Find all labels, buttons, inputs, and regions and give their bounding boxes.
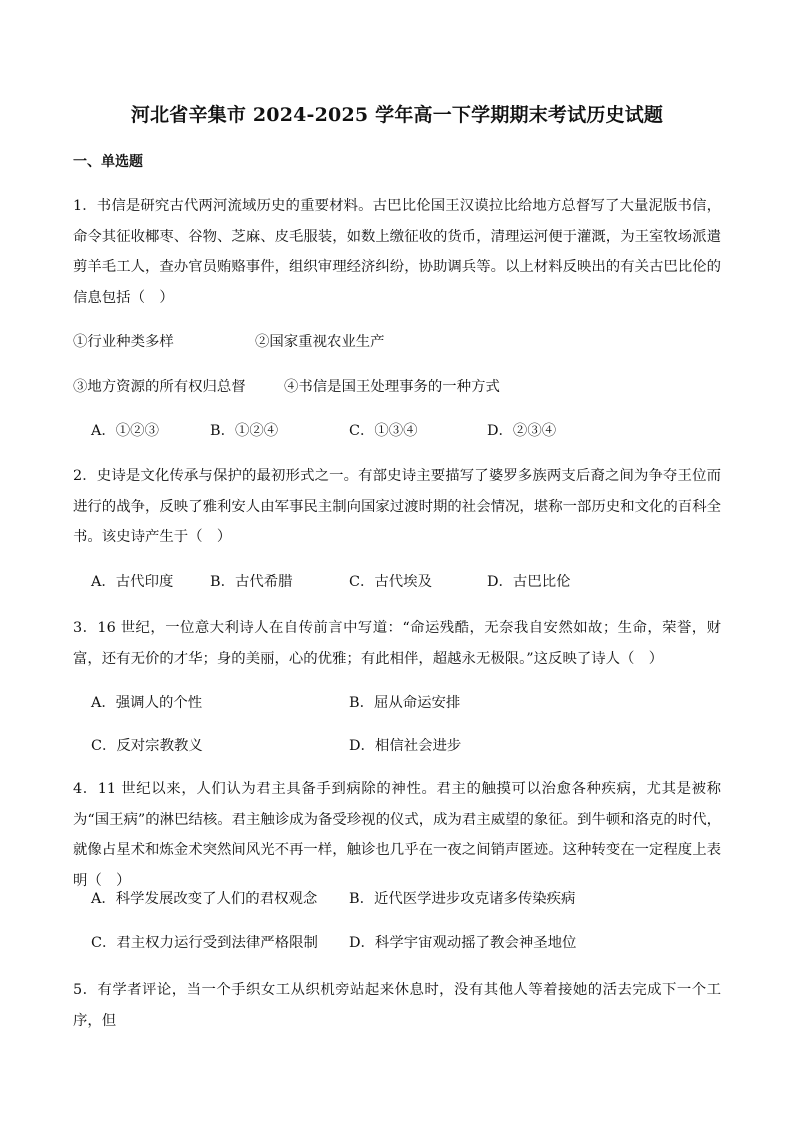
question-3-option-d[interactable]: D．相信社会进步 [349, 738, 462, 754]
page-title: 河北省辛集市 2024-2025 学年高一下学期期末考试历史试题 [130, 104, 664, 126]
question-1-option-a[interactable]: A．①②③ [91, 423, 159, 439]
question-3-option-b[interactable]: B．屈从命运安排 [349, 695, 461, 711]
question-1-item-4: ④书信是国王处理事务的一种方式 [284, 379, 500, 395]
question-1-option-d[interactable]: D．②③④ [487, 423, 557, 439]
question-5-stem: 5．有学者评论，当一个手织女工从织机旁站起来休息时，没有其他人等着接她的活去完成下一个工序，但 [73, 982, 721, 1029]
question-4-option-d[interactable]: D．科学宇宙观动摇了教会神圣地位 [349, 935, 577, 951]
question-1-stem: 1．书信是研究古代两河流域历史的重要材料。古巴比伦国王汉谟拉比给地方总督写了大量泥版书信，命令其征收椰枣、谷物、芝麻、皮毛服装，如数上缴征收的货币，清理运河便于灌溉，为王室牧场派遣剪羊毛工人，查办官员贿赂事件，组织审理经济纠纷，协助调兵等。以上材料反映出的有关古巴比伦的信息包括（ ） [73, 198, 721, 306]
question-2-stem: 2．史诗是文化传承与保护的最初形式之一。有部史诗主要描写了婆罗多族两支后裔之间为争夺王位而进行的战争，反映了雅利安人由军事民主制向国家过渡时期的社会情况，堪称一部历史和文化的百科全书。该史诗产生于（ ） [73, 468, 721, 545]
question-1-item-1: ①行业种类多样 [73, 334, 174, 350]
question-2-option-d[interactable]: D．古巴比伦 [487, 574, 571, 590]
question-1-option-b[interactable]: B．①②④ [210, 423, 279, 439]
section-heading: 一、单选题 [73, 154, 143, 170]
question-3-stem: 3．16 世纪，一位意大利诗人在自传前言中写道：“命运残酷，无奈我自安然如故；生命，荣誉，财富，还有无价的才华；身的美丽，心的优雅；有此相伴，超越永无极限。”这反映了诗人（ ） [73, 620, 721, 667]
question-1-item-3: ③地方资源的所有权归总督 [73, 379, 246, 395]
question-2-option-a[interactable]: A．古代印度 [91, 574, 174, 590]
question-3-option-a[interactable]: A．强调人的个性 [91, 695, 203, 711]
question-2-option-b[interactable]: B．古代希腊 [210, 574, 293, 590]
question-1-item-2: ②国家重视农业生产 [255, 334, 385, 350]
question-4-stem: 4．11 世纪以来，人们认为君主具备手到病除的神性。君主的触摸可以治愈各种疾病，尤其是被称为“国王病”的淋巴结核。君主触诊成为备受珍视的仪式，成为君主威望的象征。到牛顿和洛克的时代，就像占星术和炼金术突然间风光不再一样，触诊也几乎在一夜之间销声匿迹。这种转变在一定程度上表明（ ） [73, 781, 721, 889]
question-3-option-c[interactable]: C．反对宗教教义 [91, 738, 203, 754]
question-4-option-b[interactable]: B．近代医学进步攻克诸多传染疾病 [349, 891, 576, 907]
question-2-option-c[interactable]: C．古代埃及 [349, 574, 432, 590]
question-1-option-c[interactable]: C．①③④ [349, 423, 418, 439]
question-4-option-c[interactable]: C．君主权力运行受到法律严格限制 [91, 935, 318, 951]
question-4-option-a[interactable]: A．科学发展改变了人们的君权观念 [91, 891, 318, 907]
